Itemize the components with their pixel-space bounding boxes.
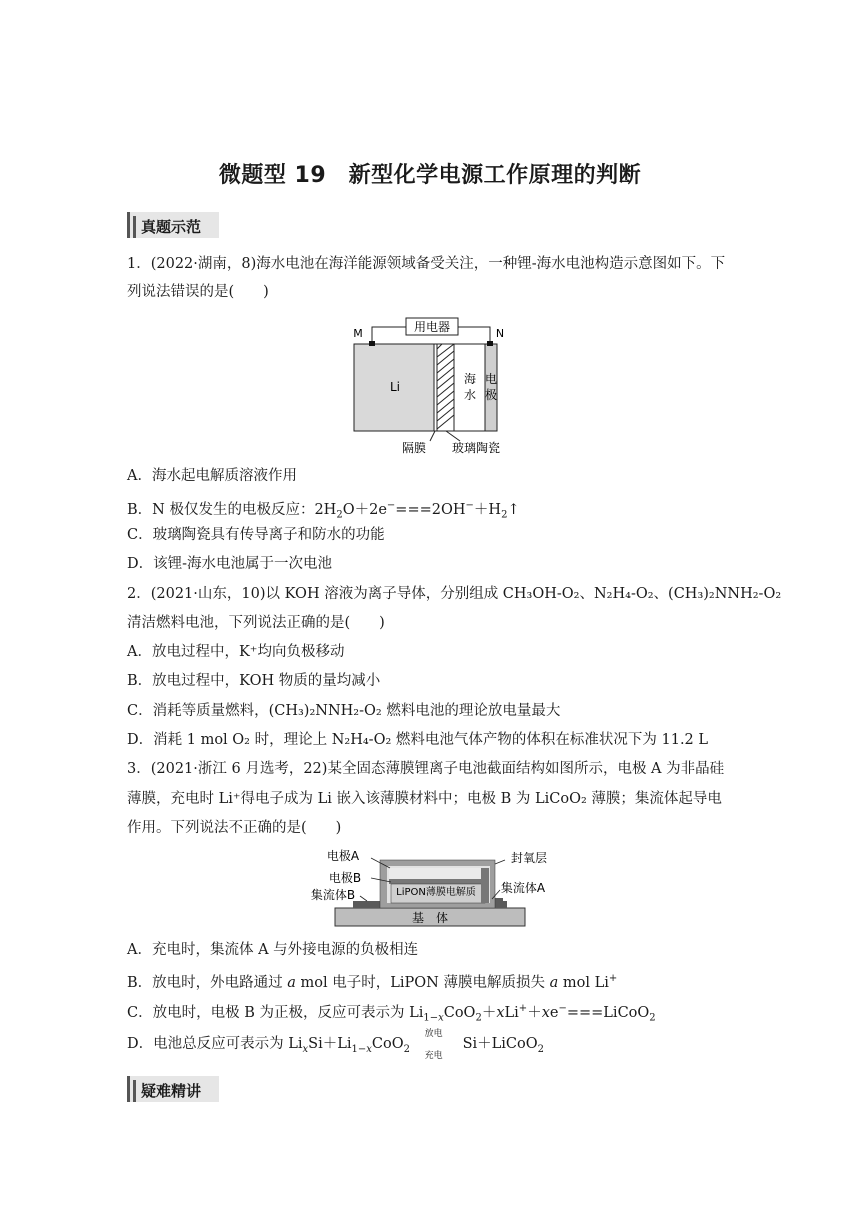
section-label: 真题示范 [141, 218, 202, 236]
q3-stem-line2: 薄膜，充电时 Li⁺得电子成为 Li 嵌入该薄膜材料中；电极 B 为 LiCoO₂ 薄膜；集流体起导电 [127, 791, 722, 807]
q3-stem-line3: 作用。下列说法不正确的是( ) [127, 820, 342, 836]
q1-option-a: A．海水起电解质溶液作用 [127, 468, 297, 484]
electrode-label-1: 电 [484, 372, 498, 386]
ceramic-label: 玻璃陶瓷 [451, 441, 501, 455]
q2-option-b: B．放电过程中，KOH 物质的量均减小 [127, 673, 381, 689]
m-label: M [353, 327, 363, 340]
seal-layer-label: 封氧层 [510, 851, 548, 865]
n-label: N [495, 327, 505, 340]
q3-stem-line1: 3．(2021·浙江 6 月选考，22)某全固态薄膜锂离子电池截面结构如图所示，电极 A 为非晶硅 [127, 761, 725, 777]
q1-battery-diagram [350, 317, 510, 457]
q3-option-d: D．电池总反应可表示为 $Li_xSi+Li_{1-x}CoO_2$ 放电 充电 Si＋LiCoO$_2$ [127, 1034, 544, 1060]
q3-option-b: B．放电时，外电路通过 a mol 电子时，LiPON 薄膜电解质损失 a mol Li+ [127, 973, 618, 991]
q3-thin-film-battery-diagram [305, 846, 555, 932]
membrane-label: 隔膜 [401, 441, 427, 455]
section-header-examples [127, 212, 219, 238]
collector-b-label: 集流体B [310, 888, 356, 902]
lipon-label: LiPON薄膜电解质 [396, 887, 476, 898]
section-header-analysis [127, 1076, 219, 1102]
electrode-b-label: 电极B [328, 871, 362, 885]
section-label: 疑难精讲 [141, 1082, 202, 1100]
substrate-label: 基 体 [411, 911, 449, 925]
charge-label: 充电 [424, 1051, 443, 1061]
q3-option-a: A．充电时，集流体 A 与外接电源的负极相连 [127, 942, 419, 958]
q1-stem-line2: 列说法错误的是( ) [127, 284, 269, 300]
electrode-label-2: 极 [484, 388, 498, 402]
q3-option-c: C．放电时，电极 B 为正极，反应可表示为 $Li_{1-x}CoO_2+xLi^++xe^-===LiCoO_2$ [127, 1003, 656, 1024]
electrode-a-label: 电极A [326, 849, 360, 863]
q2-option-a: A．放电过程中，K⁺均向负极移动 [127, 644, 345, 660]
q1-option-b: B．N 极仅发生的电极反应：$2H_2O+2e^-===2OH^-+H_2↑$ [127, 500, 520, 521]
sea-label-1: 海 [463, 372, 477, 386]
discharge-label: 放电 [424, 1029, 443, 1039]
q2-option-c: C．消耗等质量燃料，(CH₃)₂NNH₂-O₂ 燃料电池的理论放电量最大 [127, 703, 561, 719]
page-title: 微题型 19 新型化学电源工作原理的判断 [218, 163, 642, 188]
li-label: Li [389, 380, 401, 394]
q1-option-c: C．玻璃陶瓷具有传导离子和防水的功能 [127, 527, 385, 543]
device-label: 用电器 [413, 320, 451, 334]
sea-label-2: 水 [463, 388, 477, 402]
q2-option-d: D．消耗 1 mol O₂ 时，理论上 N₂H₄-O₂ 燃料电池气体产物的体积在标准状况下为 11.2 L [127, 732, 709, 748]
q1-stem-line1: 1．(2022·湖南，8)海水电池在海洋能源领域备受关注，一种锂-海水电池构造示意图如下。下 [127, 256, 726, 272]
q2-stem-line1: 2．(2021·山东，10)以 KOH 溶液为离子导体，分别组成 CH₃OH-O₂、N₂H₄-O₂、(CH₃)₂NNH₂-O₂ [127, 586, 782, 602]
q2-stem-line2: 清洁燃料电池，下列说法正确的是( ) [127, 615, 385, 631]
collector-a-label: 集流体A [500, 881, 546, 895]
q1-option-d: D．该锂-海水电池属于一次电池 [127, 556, 333, 572]
